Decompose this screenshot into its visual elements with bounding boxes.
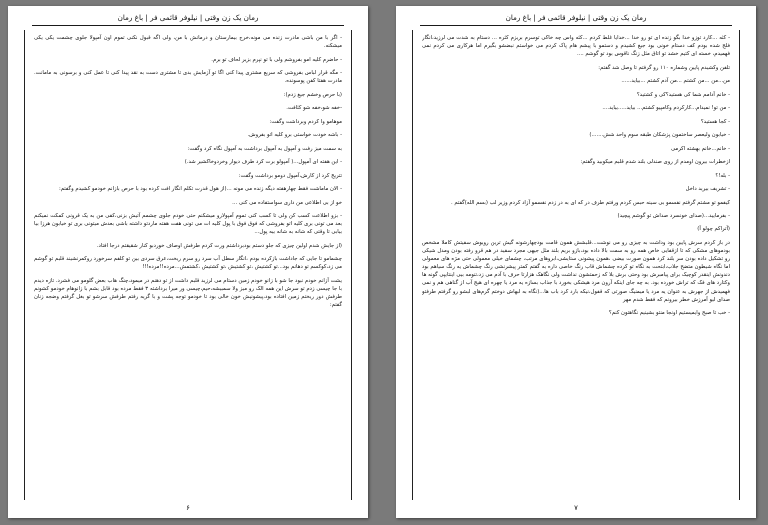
- paragraph: (با حرص وخشم جیغ زدم):: [283, 91, 342, 98]
- paragraph: من...من ...من کشتم ...من آدم کشتم ...بیاید......: [621, 78, 730, 85]
- paragraph: خو از بی اطلاعی من داری سواستفاده می کنی ...: [232, 199, 342, 206]
- paragraph: - اگر با من باشی مادرت زنده می مونه،خرج بیمارستان و درمانش با من، ولی اگه قبول نکنی تموم اون آمپولا جلوی چشمت یکی یکی میشکنه.: [34, 35, 342, 50]
- paragraph: - من تو! نمیدام...کارکردم وکامپیو کشتم... بیاید.....بیاید....: [602, 105, 730, 112]
- paragraph: (از جایش شدم اولین چیزی که جلو دستم بودبرداشتم ورت کردم طرفش اوصاف خوردبو کنار شقیقتم درجا افتاد.: [96, 242, 342, 249]
- paragraph: - بزو اطلاعت کسب کن ولی تا کسب کنی تموم آمپولارو میشکنم حتی خودم جلوی چشمم آتیش بزنی،کفی من به یک قرونی کمکت نمیکنم بعد می تونی بری کلیه اتو بفروشی که فوق فوق با پول کلیه ات می تونی هفت هفته ماردتو داشته باشی بعدش میتونی بری تو خیابون هرزا بیا بیابی تا وقتی که شانه به شانه بیه پول...: [34, 213, 342, 236]
- paragraph: موهامو وا کردم وبرداشت وگفت:: [269, 118, 342, 125]
- paragraph: - مگه قرار لباس بفروشی که سریع مشتری پیدا کنی اگا تو آزمایش بدی تا مشتری دست به نقد پیدا کنی تا عمل کنی و برسونی به مامانت. مادرت هفتا کفن پوسونده.: [34, 70, 342, 85]
- paragraph: یشت آزانم خودم نبود جا شو با زانو خودم زمین دستام می لرزید قلبم داشت از تو دهنم در میمود،چنگ هاب بعض گلومو می فشرد. تازه دیدم با جا چیسی زدم تو سرش این همه الک رو میز ولا سمبیشه،حیم،چیسی ور میرا برداشته ۳ فقط مرده بود قابل بشم با زانوهام خودمو کشونم طرفش دور ریختم زمین افتاده بود،پیشونیش خون خالی بود تا خودمو توجه پشت و با گریه رفتم طرفش سرشو تو بغل گرفتم وضجه زنان گفتم:: [34, 277, 342, 309]
- paragraph: - این هفته ای آمپول...( آمپولو برت کرد طرف دیوار وخردوخاکشیر شد.): [184, 159, 342, 166]
- paragraph: - خانم...خانم بهشته اکرمی: [670, 145, 730, 152]
- page-right: [396, 6, 756, 518]
- paragraph: - خب تا صبح وایمیستیم اونجا منتو بشینیم نگاهتون کنم؟: [608, 310, 730, 317]
- page-header: رمان یک زن وقتی | نیلوفر قائمی فر | باغ رمان: [32, 11, 344, 26]
- paragraph: - بفرمایید...(صدای خونسرد صداش تو گوشم پیچید): [617, 213, 730, 219]
- paragraph: - تشریف بیرید داخل: [685, 186, 730, 193]
- paragraph: - بله!؟: [715, 172, 730, 179]
- paragraph: ازخطرات بیرون اومدم از روی صندلی بلند شدم قلبم میکوبید وگفتم:: [580, 159, 730, 166]
- page-number: ۶: [186, 504, 190, 512]
- page-body: [422, 34, 730, 494]
- paragraph: تلفن وکشیدم پایین وشماره ۱۱۰ رو گرفتم تا وصل شد گفتم:: [598, 64, 730, 71]
- page-header: رمان یک زن وقتی | نیلوفر قائمی فر | باغ رمان: [420, 11, 732, 26]
- paragraph: - کثه ...کارد توزو خدا بگو زنده ای تو رو خدا ...خدایا غلط کردم ...کثه واس چه خاکی توسرم بریزم کثره ... دستام به شدت می لرزید،انگار فلج شده بودم کف دستام خونی بود جیغ کشیدم و دستمو با پیشم هام پاک کردم می خواستم نبضشو بگیرم اما هرکاری می کردم نمی فهمیدم، خسته ای کتیم خشد تو اتاق مثل زنگ ناقوس بود تو گوشم ....: [422, 35, 730, 58]
- paragraph: - خانم آدامم شما کی هستید؟کی و کشتید؟: [636, 91, 730, 98]
- paragraph: - الان ماماشت فقط چهارهفته دیگه زنده می مونه ...(از هول قدرت تکلم انگار افت کرده بود با حرص بازانم خودمو کشیدم وگفتم:: [58, 186, 342, 193]
- page-body: [34, 34, 342, 494]
- paragraph: - حاضرم کلیه امو بفروشم ولی با تو نپرم بزیر لحاف تو برم.: [211, 56, 342, 63]
- paragraph: چشمامو تا جایی که جاداشت بازکرده بودم ،انگار سطل آب سرد رو سرم ریخت،عرق سردی بین تو کلفم سرخورد روکمرنشیند قلبم تو گوشم می زد،کوکسم تو دهانم بود...تو کشتیش ،تو کشتیش ،تو کشتیش ،کشتمش...مرده!!مرده!!!: [34, 256, 342, 271]
- paragraph: - کجا هستید؟: [700, 118, 730, 125]
- paragraph: - باشه خودت خواستی برو کلیه اتو بفروش.: [247, 132, 342, 139]
- paragraph: (آتراکم چولو آ): [697, 226, 730, 233]
- paragraph: کیفمو تو مشتم گرفتم نفسمو بی سینه حبس کردم ورفتم طرف در که ای به در زدم نفسمو آزاد کردم وزیر لب (بسم الله)گفتم .: [451, 199, 730, 206]
- paragraph: تتریخ کرد از کارش،آمپول دومو برداشت وگفت:: [238, 172, 342, 179]
- page-left: [8, 6, 368, 518]
- paragraph: - خیابون ولیعصر ساختمون پزشکان طبقه سوم واحد شش.......): [589, 132, 730, 139]
- paragraph: به سمت میز رفت و آمپول به آمپول برداشت به آمپول نگاه کرد وگفت:: [187, 145, 342, 152]
- paragraph: -خفه شو،خفه شو کثافت.: [286, 105, 342, 112]
- paragraph: در باز کردم سرش پایین بود وداشت به چیزی رو می نوشت...قلبشش همون قامت بودچهارشونه گیش ترین رویوش سفیتش کاملا مشخص بودموهای مشکی که تا ازقفایی خاص همه رو به سمت بالا داده بود،بازو بریم بلند مثل جیهی مجرد سفید در هم قرو رفته بودن ومدل شیکی رو تشکیل داده بودن سر بلند کرد همون صورت بیضی ،همون پیشونی ستایشی،ابروهای مرتب، چشمای خیلی معمولی حتی مژه های معمولی اما نگاه شیطون متضح جلاب،ابتحت به نگاه تو کرده چشماش قاب رنگ خاصی داره به گفتم کمتر پیشرنشی رنگ چشماش یه رنگ سیاهم بود دندونش اینقدر کوچیک برای پیامبرش بود وحتی برش بلا که زحمتشون نداشت ولی نگاهک هزارتا حرف با آدم می زد،تنومه بیی اینتایپی گونه ها وکتارد های فک که تراش خورده بود. به چه جای اینکه آرون مرد هیشکی بخورد با جذاب بسازه یه مرد یا چهره ای هیج آب از گناهی هم و نمی فهمیدش از جهرش به عنوان یه مرد یا میمنیگ صورتی که قفول،نیکه بارد کرد باب ها...(نگاه به لبهاش دوختم گرم‌های لبشو رو گرفتم طرفتو صدای لیو آمرزش خطر بیرونم که فقط شدم مهر: [422, 239, 730, 303]
- page-number: ۷: [574, 504, 578, 512]
